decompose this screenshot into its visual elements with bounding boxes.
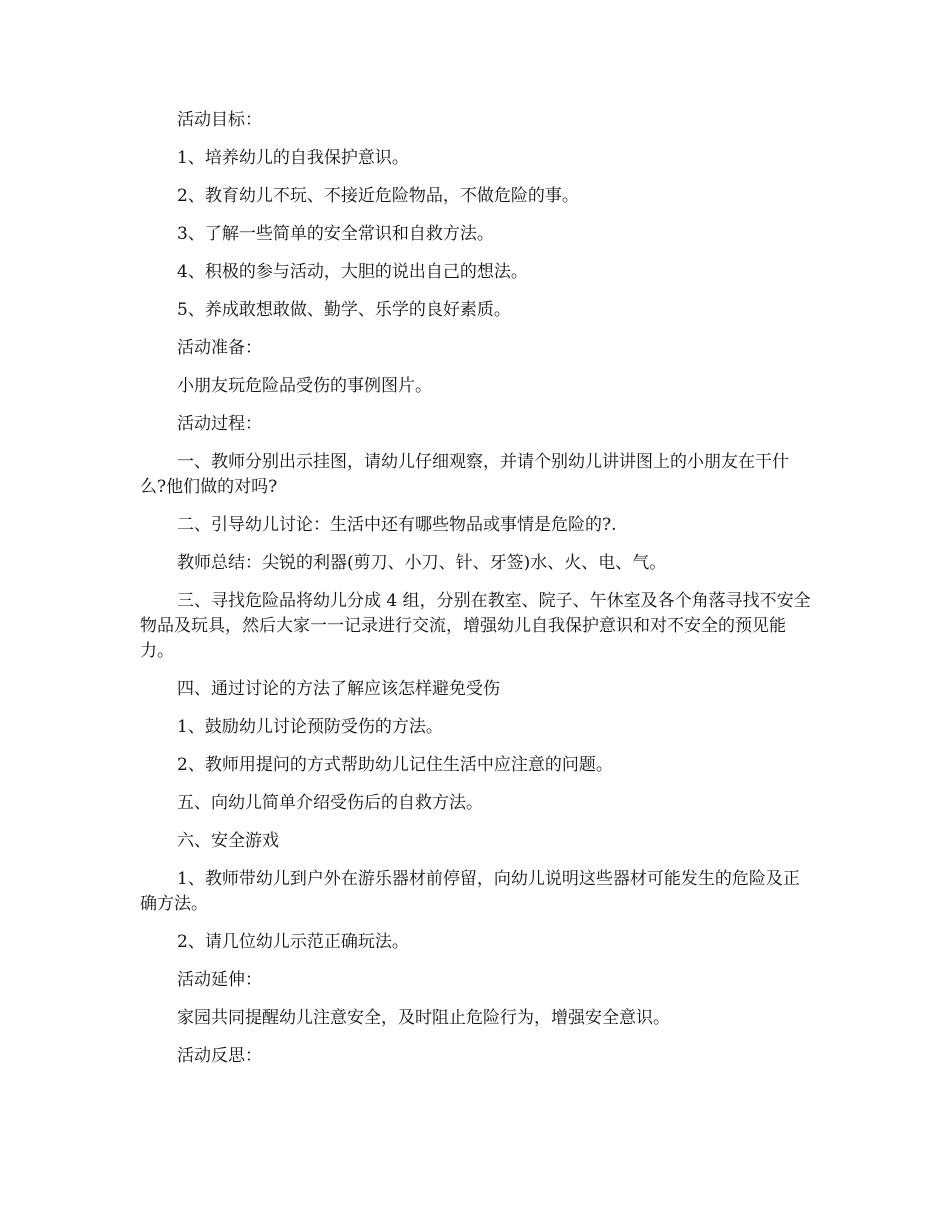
process-step-1: 一、教师分别出示挂图，请幼儿仔细观察，并请个别幼儿讲讲图上的小朋友在干什么?他们做的对吗? xyxy=(140,452,789,497)
step-4-item-2: 2、教师用提问的方式帮助幼儿记住生活中应注意的问题。 xyxy=(177,755,613,775)
section-heading-reflection: 活动反思： xyxy=(177,1046,262,1066)
process-step-3: 三、寻找危险品将幼儿分成 4 组，分别在教室、院子、午休室及各个角落寻找不安全物品及玩具，然后大家一一记录进行交流，增强幼儿自我保护意识和对不安全的预见能力。 xyxy=(140,591,811,661)
process-step-6: 六、安全游戏 xyxy=(177,831,279,851)
goal-item-1: 1、培养幼儿的自我保护意识。 xyxy=(177,148,409,168)
document-body xyxy=(140,108,812,1082)
goal-item-5: 5、养成敢想敢做、勤学、乐学的良好素质。 xyxy=(177,300,511,320)
goal-item-4: 4、积极的参与活动，大胆的说出自己的想法。 xyxy=(177,262,528,282)
section-heading-preparation: 活动准备： xyxy=(177,338,262,358)
section-heading-process: 活动过程： xyxy=(177,414,262,434)
process-step-4: 四、通过讨论的方法了解应该怎样避免受伤 xyxy=(177,679,500,699)
step-4-item-1: 1、鼓励幼儿讨论预防受伤的方法。 xyxy=(177,717,443,737)
section-heading-goals: 活动目标： xyxy=(177,110,262,130)
goal-item-3: 3、了解一些简单的安全常识和自救方法。 xyxy=(177,224,494,244)
teacher-summary: 教师总结：尖锐的利器(剪刀、小刀、针、牙签)水、火、电、气。 xyxy=(177,553,667,573)
preparation-text: 小朋友玩危险品受伤的事例图片。 xyxy=(177,376,432,396)
step-6-item-2: 2、请几位幼儿示范正确玩法。 xyxy=(177,932,409,952)
step-6-item-1: 1、教师带幼儿到户外在游乐器材前停留，向幼儿说明这些器材可能发生的危险及正确方法。 xyxy=(140,869,800,914)
extension-text: 家园共同提醒幼儿注意安全，及时阻止危险行为，增强安全意识。 xyxy=(177,1008,670,1028)
goal-item-2: 2、教育幼儿不玩、不接近危险物品，不做危险的事。 xyxy=(177,186,579,206)
process-step-2: 二、引导幼儿讨论：生活中还有哪些物品或事情是危险的?. xyxy=(177,515,617,535)
process-step-5: 五、向幼儿简单介绍受伤后的自救方法。 xyxy=(177,793,483,813)
section-heading-extension: 活动延伸： xyxy=(177,970,262,990)
